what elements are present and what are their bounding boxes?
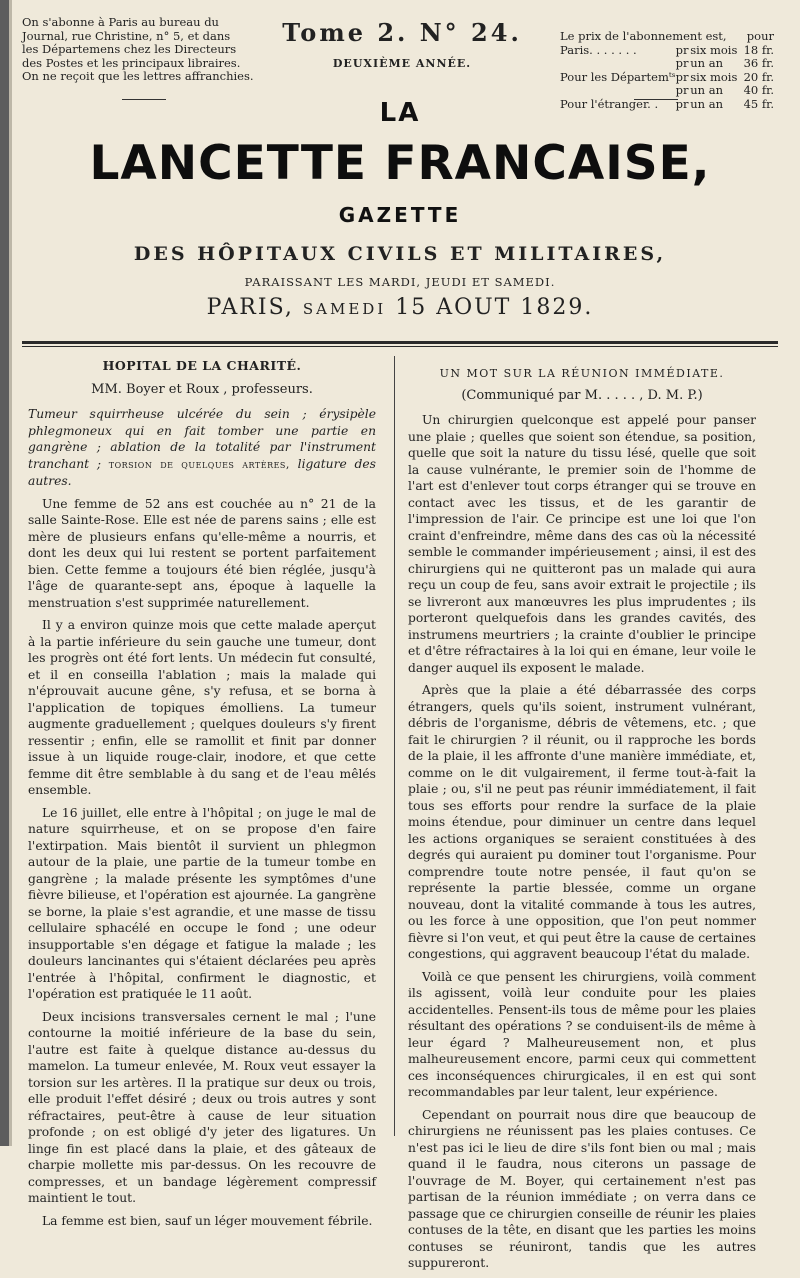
date-day: SAMEDI bbox=[302, 300, 387, 318]
article-paragraph: Cependant on pourrait nous dire que beaucoup de chirurgiens ne réunissent pas les plaies contuses. Ce n'est pas ici le lieu de dire s'ils font bien ou mal ; mais quand il le faudra, nous citerons un passage de l'ouvrage de M. Boyer, qui certainement n'est pas partisan de la réunion immédiate ; on verra dans ce passage que ce chirurgien conseille de réunir les plaies contuses de la tête, en disant que les parties les moins contuses se réuniront, tandis que les autres suppureront. bbox=[408, 1107, 756, 1270]
masthead-rule bbox=[22, 341, 778, 344]
issue-info bbox=[252, 18, 552, 70]
masthead-subtitle: DES HÔPITAUX CIVILS ET MILITAIRES, bbox=[133, 243, 667, 265]
price-prefix: pr bbox=[675, 96, 689, 111]
date-city: PARIS, bbox=[206, 295, 294, 320]
subscription-line: les Départemens chez les Directeurs bbox=[22, 42, 237, 56]
price-value: 40 fr. bbox=[743, 83, 774, 97]
price-row bbox=[560, 30, 774, 44]
price-label: Le prix de l'abonnement est, bbox=[560, 29, 727, 43]
dateline bbox=[22, 295, 778, 320]
price-row bbox=[560, 57, 774, 71]
price-label: Pour les Départemᵗˢ bbox=[560, 69, 676, 84]
price-value: pour bbox=[746, 29, 774, 43]
price-value: 36 fr. bbox=[743, 56, 774, 70]
page-binding-edge bbox=[0, 0, 9, 1146]
article-paragraph: Deux incisions transversales cernent le mal ; l'une contourne la moitié inférieure de la base du sein, l'autre est faite à quelque distance au-dessus du mamelon. La tumeur enlevée, M. Roux veut essayer la torsion sur les artères. Il la pratique sur deux ou trois, elle produit l'effet désiré ; deux ou trois autres y sont réfractaires, peut-être à cause de leur situation profonde ; on est obligé d'y jeter des ligatures. Un linge fin est placé dans la plaie, et des gâteaux de charpie mollette mis par-dessus. On les recouvre de compresses, et un bandage légèrement compressif maintient le tout. bbox=[28, 1009, 376, 1205]
case-summary-caps: torsion de quelques artères, bbox=[108, 457, 290, 471]
masthead-rule-thin bbox=[22, 346, 778, 347]
price-period: six mois bbox=[690, 42, 738, 57]
price-row bbox=[560, 71, 774, 85]
price-label: Pour l'étranger. . bbox=[560, 96, 659, 111]
price-value: 18 fr. bbox=[743, 42, 774, 57]
article-paragraph: Il y a environ quinze mois que cette malade aperçut à la partie inférieure du sein gauche une tumeur, dont les progrès ont été fort lents. Un médecin fut consulté, et il en conseilla l'ablation ; mais la malade qui n'éprouvait aucune gêne, s'y refusa, et se borna à l'application de topiques émolliens. La tumeur augmente graduellement ; quelques douleurs s'y firent ressentir ; enfin, elle se ramollit et finit par donner issue à un liquide rouge-clair, inodore, et que cette femme dit être semblable à du sang et de l'eau mêlés ensemble. bbox=[28, 618, 376, 797]
article-paragraph: Après que la plaie a été débarrassée des corps étrangers, quels qu'ils soient, instrument vulnérant, débris de l'organisme, débris de vêtemens, etc. ; que fait le chirurgien ? il réunit, ou il rapproche les bords de la plaie, il les affronte d'une manière immédiate, et, comme on le dit vulgairement, il ferme tout-à-fait la plaie ; ou, s'il ne peut pas réunir immédiatement, il fait tous ses efforts pour rendre la surface de la plaie moins étendue, pour diminuer un centre dans lequel les actions organiques se seraient constituées à des degrés qui auraient pu dominer tout l'organisme. Pour comprendre toute notre pensée, il faut qu'on se représente la partie blessée, comme un organe nouveau, dont la vitalité commande à tous les autres, ou les force à une opposition, que l'on peut nommer fièvre si l'on veut, et qui peut être la cause de certaines congestions, qui aggravent beaucoup l'état du malade. bbox=[408, 683, 756, 961]
price-period: un an bbox=[690, 96, 723, 111]
price-period: six mois bbox=[690, 69, 738, 84]
article-paragraph: Une femme de 52 ans est couchée au n° 21 de la salle Sainte-Rose. Elle est née de parens sains ; elle est mère de plusieurs enfans qu'elle-même a nourris, et dont les deux qui lui restent se portent parfaitement bien. Cette femme a toujours été bien réglée, jusqu'à l'âge de quarante-sept ans, époque à laquelle la menstruation s'est supprimée naturellement. bbox=[28, 496, 376, 610]
article-paragraph: Un chirurgien quelconque est appelé pour panser une plaie ; quelles que soient son étendue, sa position, quelle que soit la nature du tissu lésé, quelle que soit la cause vulnérante, le premier soin de l'homme de l'art est d'enlever tout corps étranger qui se trouve en contact avec les tissus, et de les garantir de l'impression de l'air. Ce principe est une loi que l'on craint d'enfreindre, même dans des cas où la nécessité semble le commander impérieusement ; ainsi, il est des chirurgiens qui ne quitteront pas un malade qui aura reçu un coup de feu, sans avoir extrait le projectile ; ils se livreront aux manœuvres les plus imprudentes ; ils porteront quelquefois dans les grandes cavités, des instrumens meurtriers ; la crainte d'oublier le principe et d'être réfractaires à la loi qui en émane, leur voile le danger auquel ils exposent le malade. bbox=[408, 413, 756, 675]
date-rest: 15 AOUT 1829. bbox=[395, 295, 594, 320]
professors-line: MM. Boyer et Roux , professeurs. bbox=[91, 381, 313, 397]
article-paragraph: La femme est bien, sauf un léger mouvement fébrile. bbox=[42, 1213, 373, 1228]
price-period: un an bbox=[690, 83, 723, 97]
price-label bbox=[560, 84, 676, 98]
subscription-line: Journal, rue Christine, n° 5, et dans bbox=[22, 28, 231, 43]
price-period: un an bbox=[690, 56, 723, 70]
right-column bbox=[408, 358, 756, 1278]
price-value: 45 fr. bbox=[743, 96, 774, 111]
case-summary-end: ligature des autres. bbox=[28, 456, 376, 488]
price-prefix: pr bbox=[675, 42, 689, 57]
year-label: DEUXIÈME ANNÉE. bbox=[332, 57, 472, 70]
article-attribution: (Communiqué par M. . . . . , D. M. P.) bbox=[461, 387, 703, 403]
left-column bbox=[28, 358, 376, 1235]
masthead-article: LA bbox=[379, 98, 421, 128]
article-paragraph: Le 16 juillet, elle entre à l'hôpital ; on juge le mal de nature squirrheuse, et on se propose d'en faire l'extirpation. Mais bientôt il survient un phlegmon autour de la plaie, une partie de la tumeur tombe en gangrène ; la malade présente les symptômes d'une fièvre bilieuse, et l'opération est ajournée. La gangrène se borne, la plaie s'est agrandie, et une masse de tissu cellulaire sphacélé en occupe le fond ; une odeur insupportable s'en dégage et fatigue la malade ; les douleurs lancinantes qui s'étaient déclarées peu après l'entrée à l'hôpital, confirment le diagnostic, et l'opération est pratiquée le 11 août. bbox=[28, 805, 376, 1001]
price-prefix: pr bbox=[675, 69, 689, 84]
case-summary-text: Tumeur squirrheuse ulcérée du sein ; érysipèle phlegmoneux qui en fait tomber une partie en gangrène ; ablation de la totalité par l'instrument tranchant ; bbox=[28, 407, 376, 471]
case-summary bbox=[28, 406, 376, 490]
masthead-gazette: GAZETTE bbox=[338, 203, 462, 227]
subscription-line: On ne reçoit que les lettres affranchies. bbox=[22, 69, 254, 83]
tome-number: Tome 2. N° 24. bbox=[282, 18, 522, 47]
subscription-notice bbox=[22, 15, 254, 84]
price-label: Paris. . . . . . . bbox=[560, 42, 637, 57]
price-row bbox=[560, 84, 774, 98]
price-prefix: pr bbox=[675, 56, 689, 70]
price-row bbox=[560, 44, 774, 58]
column-divider bbox=[394, 356, 395, 1136]
price-label bbox=[560, 57, 676, 71]
masthead-title: LANCETTE FRANCAISE, bbox=[89, 136, 711, 191]
price-value: 20 fr. bbox=[743, 69, 774, 84]
section-heading: HOPITAL DE LA CHARITÉ. bbox=[102, 358, 302, 373]
newspaper-page bbox=[22, 0, 778, 1270]
article-title: UN MOT SUR LA RÉUNION IMMÉDIATE. bbox=[439, 367, 725, 380]
subscription-line: On s'abonne à Paris au bureau du bbox=[22, 15, 219, 29]
article-paragraph: Voilà ce que pensent les chirurgiens, voilà comment ils agissent, voilà leur conduite pour les plaies accidentelles. Pensent-ils tous de même pour les plaies résultant des opérations ? se conduisent-ils de même à leur égard ? Malheureusement non, et plus malheureusement encore, parmi ceux qui commettent ces inconséquences chirurgicales, il en est qui sont recommandables par leur talent, leur expérience. bbox=[408, 969, 756, 1099]
page-binding-shadow bbox=[9, 0, 12, 1146]
publication-schedule: PARAISSANT LES MARDI, JEUDI ET SAMEDI. bbox=[244, 275, 556, 289]
subscription-line: des Postes et les principaux libraires. bbox=[22, 55, 241, 70]
price-prefix: pr bbox=[675, 83, 689, 97]
